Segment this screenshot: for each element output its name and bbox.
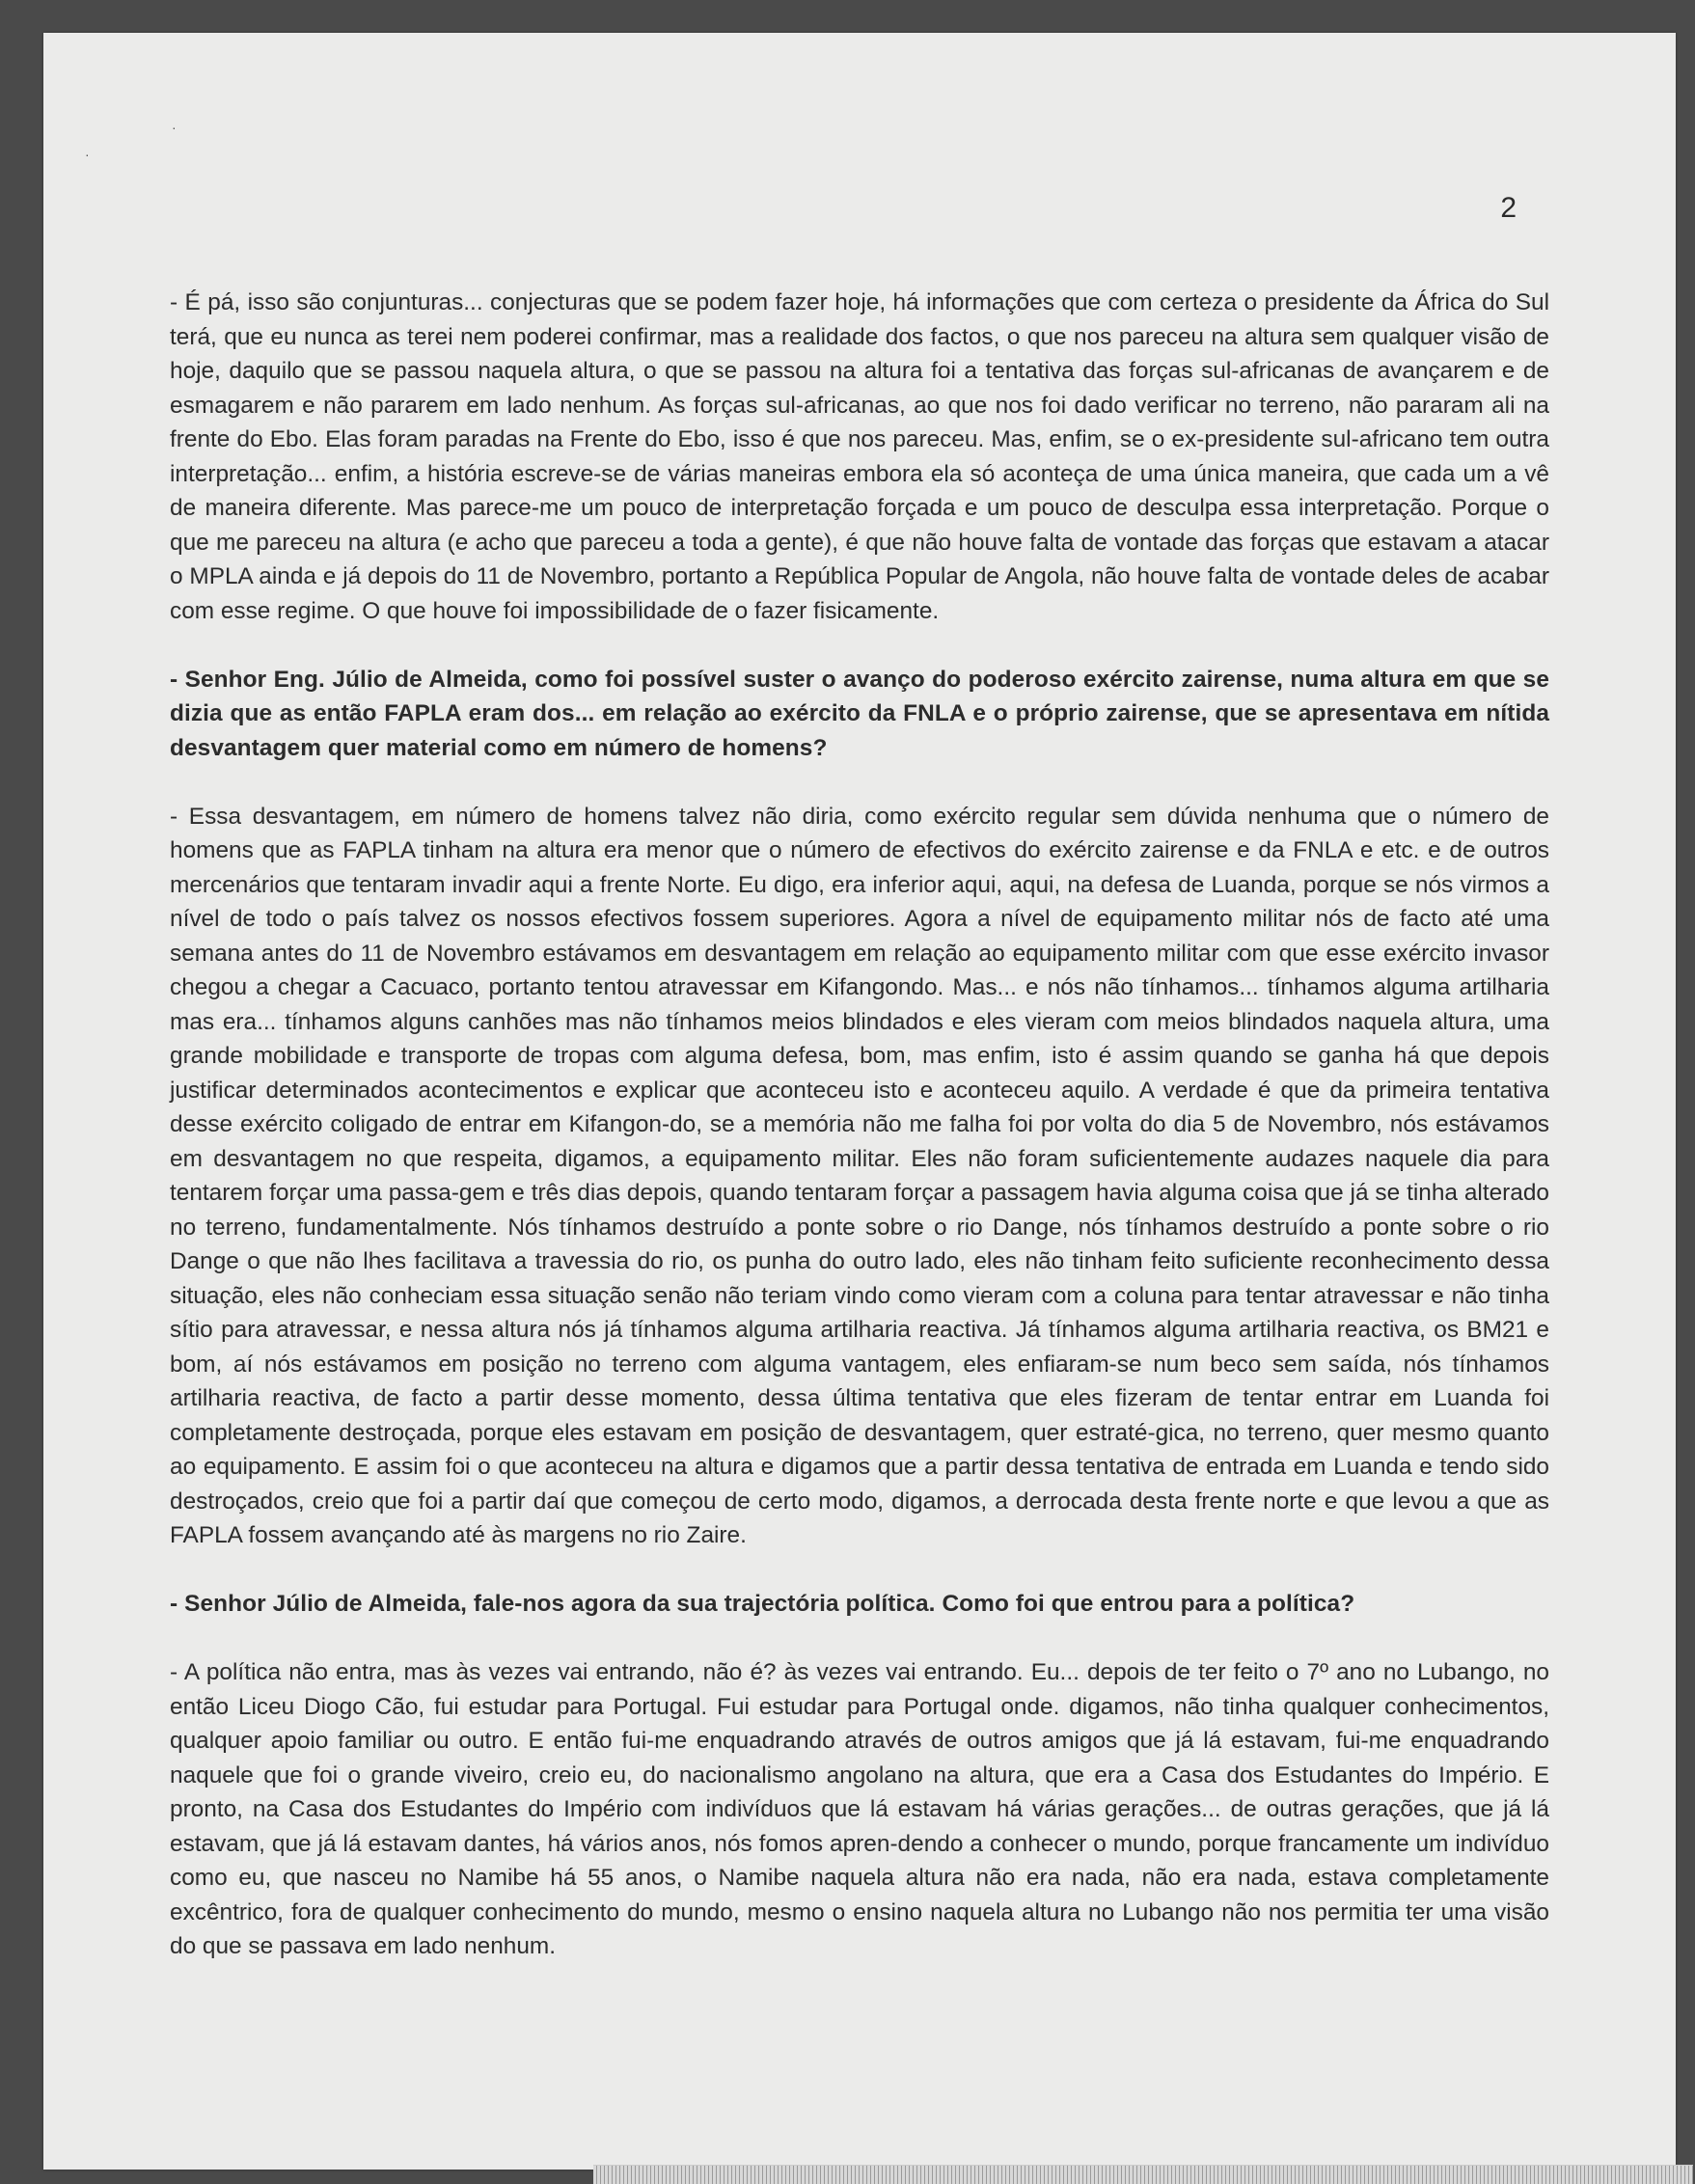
question-paragraph: - Senhor Eng. Júlio de Almeida, como foi possível suster o avanço do poderoso exército zairense, numa altura em que se dizia que as então FAPLA eram dos... em relação ao exército da FNLA e o próprio zairense, que se apresentava em nítida desvantagem quer material como em número de homens?: [170, 666, 1549, 761]
question-paragraph: - Senhor Júlio de Almeida, fale-nos agora da sua trajectória política. Como foi que entrou para a política?: [170, 1591, 1355, 1617]
answer-paragraph: - Essa desvantagem, em número de homens talvez não diria, como exército regular sem dúvida nenhuma que o número de homens que as FAPLA tinham na altura era menor que o número de efectivos do exército zairense e da FNLA e etc. e de outros mercenários que tentaram invadir aqui a frente Norte. Eu digo, era inferior aqui, aqui, na defesa de Luanda, porque se nós virmos a nível de todo o país talvez os nossos efectivos fossem superiores. Agora a nível de equipamento militar nós de facto até uma semana antes do 11 de Novembro estávamos em desvantagem em relação ao equipamento militar com que esse exército invasor chegou a chegar a Cacuaco, portanto tentou atravessar em Kifangondo. Mas... e nós não tínhamos... tínhamos alguma artilharia mas era... tínhamos alguns canhões mas não tínhamos meios blindados e eles vieram com meios blindados naquela altura, uma grande mobilidade e transporte de tropas com alguma defesa, bom, mas enfim, isto é assim quando se ganha há que depois justificar determinados acontecimentos e explicar que aconteceu isto e aconteceu aquilo. A verdade é que da primeira tentativa desse exército coligado de entrar em Kifangon-do, se a memória não me falha foi por volta do dia 5 de Novembro, nós estávamos em desvantagem no que respeita, digamos, a equipamento militar. Eles não foram suficientemente audazes naquele dia para tentarem forçar uma passa-gem e três dias depois, quando tentaram forçar a passagem havia alguma coisa que já se tinha alterado no terreno, fundamentalmente. Nós tínhamos destruído a ponte sobre o rio Dange, nós tínhamos destruído a ponte sobre o rio Dange o que não lhes facilitava a travessia do rio, os punha do outro lado, eles não tinham feito suficiente reconhecimento dessa situação, eles não conheciam essa situação senão não teriam vindo como vieram com a coluna para tentar atravessar e não tinha sítio para atravessar, e nessa altura nós já tínhamos alguma artilharia reactiva. Já tínhamos alguma artilharia reactiva, os BM21 e bom, aí nós estávamos em posição no terreno com alguma vantagem, eles enfiaram-se num beco sem saída, nós tínhamos artilharia reactiva, de facto a partir desse momento, dessa última tentativa que eles fizeram de tentar entrar em Luanda foi completamente destroçada, porque eles estavam em posição de desvantagem, quer estraté-gica, no terreno, quer mesmo quanto ao equipamento. E assim foi o que aconteceu na altura e digamos que a partir dessa tentativa de entrada em Luanda e tendo sido destroçados, creio que foi a partir daí que começou de certo modo, digamos, a derrocada desta frente norte e que levou a que as FAPLA fossem avançando até às margens no rio Zaire.: [170, 803, 1549, 1548]
speck-mark: ·: [172, 120, 177, 135]
transcript-body: [170, 286, 1549, 1998]
answer-paragraph: - A política não entra, mas às vezes vai entrando, não é? às vezes vai entrando. Eu... depois de ter feito o 7º ano no Lubango, no então Liceu Diogo Cão, fui estudar para Portugal. Fui estudar para Portugal onde. digamos, não tinha qualquer conhecimentos, qualquer apoio familiar ou outro. E então fui-me enquadrando através de outros amigos que já lá estavam, fui-me enquadrando naquele que foi o grande viveiro, creio eu, do nacionalismo angolano na altura, que era a Casa dos Estudantes do Império. E pronto, na Casa dos Estudantes do Império com indivíduos que lá estavam há várias gerações... de outras gerações, que já lá estavam, que já lá estavam dantes, há vários anos, nós fomos apren-dendo a conhecer o mundo, porque francamente um indivíduo como eu, que nasceu no Namibe há 55 anos, o Namibe naquela altura não era nada, não era nada, estava completamente excêntrico, fora de qualquer conhecimento do mundo, mesmo o ensino naquela altura no Lubango não nos permitia ter uma visão do que se passava em lado nenhum.: [170, 1659, 1549, 1959]
document-page: [43, 33, 1676, 2170]
scan-ruler-strip: [593, 2165, 1693, 2184]
answer-paragraph: - É pá, isso são conjunturas... conjecturas que se podem fazer hoje, há informações que com certeza o presidente da África do Sul terá, que eu nunca as terei nem poderei confirmar, mas a realidade dos factos, o que nos pareceu na altura sem qualquer visão de hoje, daquilo que se passou naquela altura, o que se passou na altura foi a tentativa das forças sul-africanas de avançarem e de esmagarem e não pararem em lado nenhum. As forças sul-africanas, ao que nos foi dado verificar no terreno, não pararam ali na frente do Ebo. Elas foram paradas na Frente do Ebo, isso é que nos pareceu. Mas, enfim, se o ex-presidente sul-africano tem outra interpretação... enfim, a história escreve-se de várias maneiras embora ela só aconteça de uma única maneira, que cada um a vê de maneira diferente. Mas parece-me um pouco de interpretação forçada e um pouco de desculpa essa interpretação. Porque o que me pareceu na altura (e acho que pareceu a toda a gente), é que não houve falta de vontade das forças que estavam a atacar o MPLA ainda e já depois do 11 de Novembro, portanto a República Popular de Angola, não houve falta de vontade deles de acabar com esse regime. O que houve foi impossibilidade de o fazer fisicamente.: [170, 289, 1549, 624]
page-number: 2: [1500, 192, 1517, 224]
speck-mark: ·: [85, 147, 90, 162]
